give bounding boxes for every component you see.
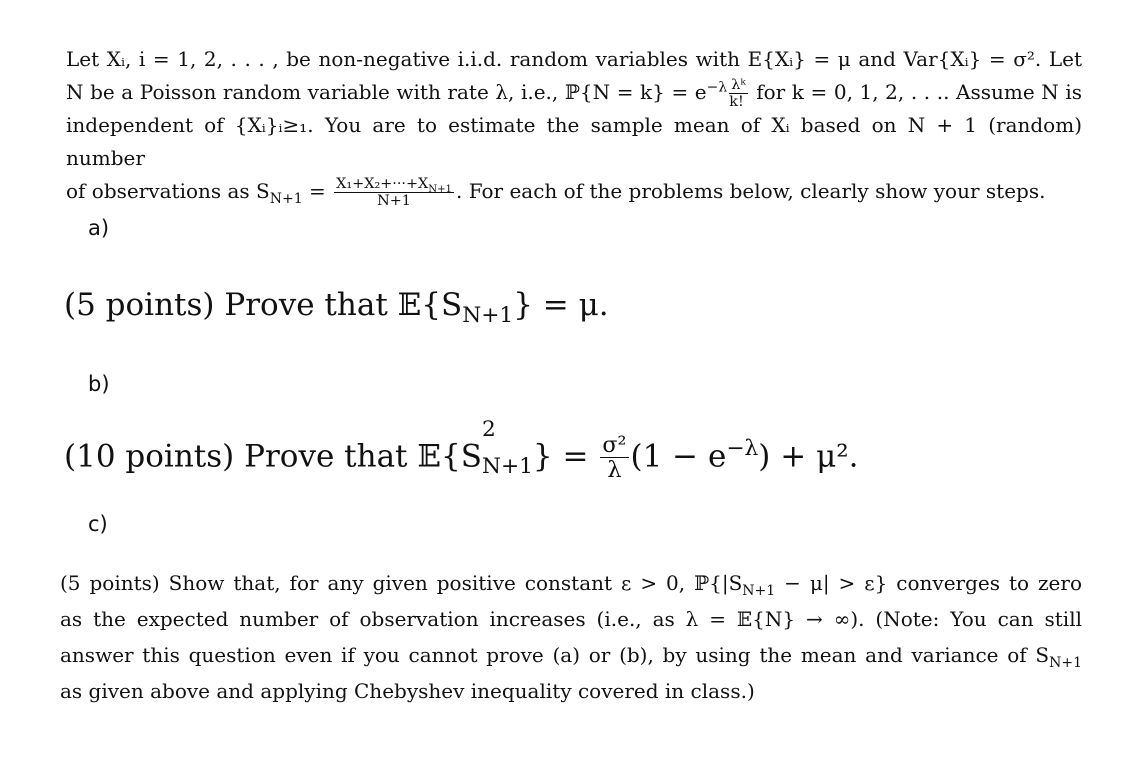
- part-b-expr-post-a: (1 − e: [630, 438, 727, 475]
- part-b-fraction: [600, 434, 628, 482]
- intro-line-4-text-a: of observations as S: [66, 179, 270, 204]
- poisson-fraction: [729, 78, 747, 110]
- part-a-expr-sub: N+1: [462, 303, 514, 329]
- intro-line-4-eq: =: [302, 179, 333, 204]
- part-c-paragraph: [60, 565, 1082, 709]
- part-b-points: (10 points) Prove that: [64, 438, 418, 475]
- poisson-fraction-den: k!: [729, 94, 744, 110]
- part-c-label: c): [88, 512, 108, 536]
- part-c-line-1-a: (5 points) Show that, for any given positive constant ε > 0, ℙ{|S: [60, 571, 743, 595]
- part-c-line-3-a: answer this question even if you cannot prove (a) or (b), by using the mean and variance of S: [60, 643, 1050, 667]
- part-b-expr-post-b: ) + μ².: [758, 438, 859, 475]
- part-b-expr-pre: 𝔼{S: [417, 438, 482, 475]
- part-b-script: 2 $_{N+1}$: [481, 417, 533, 480]
- sample-mean-num-text: X₁+X₂+···+X: [336, 176, 429, 192]
- part-a-statement: [64, 285, 609, 329]
- part-b-expr-sub: N+1: [481, 454, 533, 480]
- sample-mean-fraction: [334, 177, 454, 209]
- poisson-fraction-num: λᵏ: [731, 76, 746, 93]
- part-a-points: (5 points) Prove that: [64, 287, 398, 323]
- sample-mean-num-sub: N+1: [428, 183, 452, 195]
- part-c-line-2: as the expected number of observation increases (i.e., as λ = 𝔼{N} → ∞). (Note: You can still: [60, 607, 1082, 631]
- intro-line-4-text-b: . For each of the problems below, clearly show your steps.: [455, 179, 1046, 204]
- sample-mean-fraction-den: N+1: [377, 193, 411, 210]
- intro-line-2-text-b: for k = 0, 1, 2, . . .. Assume N is: [749, 80, 1082, 104]
- part-c-line-1: [60, 565, 1082, 601]
- part-c-line-3: [60, 637, 1082, 673]
- part-c-line-3-sub: N+1: [1049, 655, 1082, 671]
- part-a-expr-post: } = μ.: [513, 287, 609, 323]
- part-c-line-1-b: − μ| > ε} converges to zero: [775, 571, 1082, 595]
- intro-line-4: [66, 175, 1082, 208]
- intro-line-2: [66, 76, 1082, 109]
- part-c-line-4: as given above and applying Chebyshev inequality covered in class.): [60, 679, 755, 703]
- part-a-expr-pre: 𝔼{S: [397, 287, 463, 323]
- intro-line-2-exp: −λ: [706, 79, 728, 96]
- intro-line-2-text-a: N be a Poisson random variable with rate λ, i.e., ℙ{N = k} = e: [66, 80, 707, 104]
- part-b-fraction-num: σ²: [602, 432, 627, 458]
- part-b-statement: [64, 417, 859, 484]
- part-a-label: a): [88, 216, 110, 240]
- intro-line-1: Let Xᵢ, i = 1, 2, . . . , be non-negative i.i.d. random variables with E{Xᵢ} = μ and Var{Xᵢ} = σ². Let: [66, 47, 1082, 71]
- part-b-fraction-den: λ: [607, 457, 622, 484]
- sample-mean-fraction-num: [334, 177, 454, 193]
- intro-paragraph: [66, 43, 1082, 209]
- part-c-line-1-sub: N+1: [742, 583, 776, 599]
- intro-line-4-sub: N+1: [269, 191, 303, 208]
- intro-line-3: independent of {Xᵢ}ᵢ≥₁. You are to estimate the sample mean of Xᵢ based on N + 1 (random) number: [66, 113, 1082, 171]
- part-b-expr-mid: } =: [532, 438, 599, 475]
- part-b-label: b): [88, 372, 110, 396]
- part-b-expr-exp: −λ: [726, 435, 759, 461]
